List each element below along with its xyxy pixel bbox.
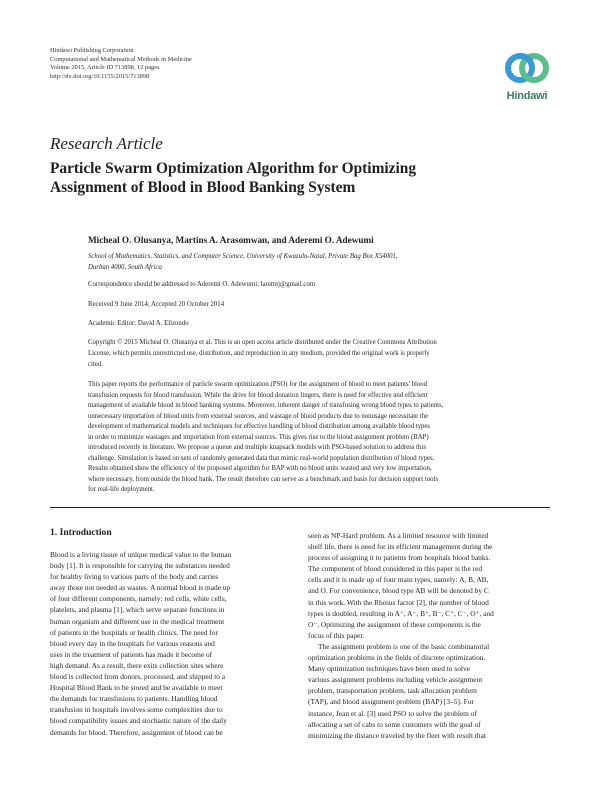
body-line: body [1]. It is responsible for carrying the substances needed	[50, 561, 230, 571]
abstract-line: management of available blood in blood banking systems. Moreover, inherent danger of transfusing wrong blood types to patients,	[88, 402, 444, 409]
affiliation-line: School of Mathematics, Statistics, and Computer Science, University of Kwazulu-Natal, Private Bag Box X54001,	[88, 253, 398, 260]
body-line: of patients in the hospitals or health clinics. The need for	[50, 627, 218, 637]
body-line: the demands for transfusions to patients. Handling blood	[50, 694, 218, 704]
body-line: various assignment problems including vehicle assignment	[308, 675, 483, 685]
authors: Micheal O. Olusanya, Martins A. Arasomwan, and Aderemi O. Adewumi	[88, 235, 374, 245]
body-column-right	[308, 530, 548, 741]
received-dates: Received 9 June 2014; Accepted 20 October 2014	[88, 301, 225, 308]
correspondence: Correspondence should be addressed to Aderemi O. Adewumi; laremtj@gmail.com	[88, 281, 316, 288]
body-line: types is doubled, resulting in A⁺, A⁻, B⁺, B⁻, C⁺, C⁻, O⁺, and	[308, 608, 494, 618]
body-line: in this work. With the Rhesus factor [2], the number of blood	[308, 597, 489, 607]
body-line: cells and it is made up of four main types, namely: A, B, AB,	[308, 575, 489, 585]
section-heading: 1. Introduction	[50, 527, 112, 538]
abstract-line: transfusion requests for blood transfusion. While the drive for blood donation lingers, there is need for effective and efficient	[88, 391, 428, 399]
doi-link[interactable]: http://dx.doi.org/10.1155/2015/713898	[50, 72, 150, 80]
abstract-line: in order to minimize wastages and importation from external sources. This gives rise to the blood assignment problem (BAP)	[88, 433, 429, 441]
body-line: transfusion in hospitals involves some complexities due to	[50, 705, 223, 715]
body-line: of four different components, namely: red cells, white cells,	[50, 594, 227, 604]
body-column-left	[50, 549, 290, 738]
title-line: Particle Swarm Optimization Algorithm for Optimizing	[50, 160, 417, 177]
hindawi-logo	[496, 46, 558, 104]
body-line: minimizing the distance traveled by the fleet with result that	[308, 730, 486, 740]
body-line: instance, Jean et al. [3] used PSO to solve the problem of	[308, 708, 477, 718]
body-line: allocating a set of cabs to some customers with the goal of	[308, 719, 481, 729]
abstract-line: This paper reports the performance of particle swarm optimization (PSO) for the assignment of blood to meet patients' blood	[88, 381, 428, 388]
copyright-line: Copyright © 2015 Micheal O. Olusanya et al. This is an open access article distributed under the Creative Commons Attribution	[88, 339, 437, 346]
hindawi-interlocked-rings-icon	[496, 46, 558, 90]
body-line: blood every day in the hospitals for various reasons and	[50, 638, 215, 648]
body-line: seen as NP-Hard problem. As a limited resource with limited	[308, 531, 489, 540]
journal-info	[50, 47, 192, 81]
abstract	[88, 380, 550, 496]
title-line: Assignment of Blood in Blood Banking System	[50, 179, 356, 196]
body-line: Hospital Blood Bank to be stored and be available to meet	[50, 683, 223, 693]
abstract-line: challenge. Simulation is based on sets of randomly generated data that mimic real-world population distribution of blood types.	[88, 454, 435, 462]
abstract-line: Results obtained show the efficiency of the proposed algorithm for BAP with no blood units wasted and very low importation,	[88, 465, 432, 472]
body-line: Many optimization techniques have been used to solve	[308, 664, 470, 674]
body-line: The assignment problem is one of the basic combinatorial	[318, 641, 490, 651]
abstract-line: unnecessary importation of blood units from external sources, and wastage of blood products due to nonusage necessitate the	[88, 412, 429, 420]
affiliation-line: Durban 4000, South Africa	[88, 264, 162, 271]
article-type: Research Article	[50, 134, 163, 153]
body-line: and O. For convenience, blood type AB will be denoted by C	[308, 586, 489, 596]
copyright-line: License, which permits unrestricted use, distribution, and reproduction in any medium, provided the original work is properly	[88, 349, 430, 357]
journal-info-line: Hindawi Publishing Corporation	[50, 47, 134, 54]
body-line: The component of blood considered in this paper is the red	[308, 564, 483, 574]
journal-info-line: Computational and Mathematical Methods in Medicine	[50, 55, 192, 63]
copyright-notice	[88, 338, 550, 370]
body-line: human organism and different use in the medical treatment	[50, 616, 225, 626]
body-line: shelf life, there is need for its efficient management during the	[308, 542, 493, 552]
journal-info-line: Volume 2015, Article ID 713898, 12 pages	[50, 64, 160, 72]
article-title	[50, 159, 550, 197]
body-line: problem, transportation problem, task allocation problem	[308, 686, 477, 696]
body-line: high demand. As a result, there exits collection sites where	[50, 660, 224, 670]
body-line: demands for blood. Therefore, assignment of blood can be	[50, 727, 223, 737]
hindawi-logo-text: Hindawi	[506, 90, 548, 102]
body-line: optimization problems in the fields of discrete optimization.	[308, 653, 486, 663]
body-line: blood compatibility issues and stochastic nature of the daily	[50, 716, 227, 726]
affiliation	[88, 251, 558, 273]
body-line: away those not needed as wastes. A normal blood is made up	[50, 583, 231, 593]
section-divider	[50, 507, 550, 508]
academic-editor: Academic Editor: David A. Elizondo	[88, 320, 189, 327]
body-line: uses in the treatment of patients has made it become of	[50, 649, 213, 659]
body-line: focus of this paper.	[308, 630, 365, 640]
body-line: O⁻. Optimizing the assignment of these components is the	[308, 619, 481, 629]
copyright-line: cited.	[88, 360, 103, 368]
abstract-line: development of mathematical models and techniques for effective handling of blood distribution among available blood types	[88, 423, 431, 430]
body-line: blood is collected from donors, processed, and shipped to a	[50, 672, 226, 682]
abstract-line: for real-life deployment.	[88, 486, 155, 493]
body-line: (TAP), and blood assignment problem (BAP) [3–5]. For	[308, 697, 474, 707]
abstract-line: introduced recently in literature. We propose a queue and multiple knapsack models with PSO-based solution to address this	[88, 444, 426, 451]
body-line: for healthy living to various parts of the body and carries	[50, 572, 219, 582]
abstract-line: where necessary, from outside the blood bank. The result therefore can serve as a benchmark and basis for decision support tools	[88, 475, 439, 483]
body-line: platelets, and plasma [1], which serve separate functions in	[50, 605, 225, 615]
body-line: process of assigning it to patients from hospitals blood banks.	[308, 553, 491, 563]
body-line: Blood is a living tissue of unique medical value to the human	[50, 550, 232, 559]
